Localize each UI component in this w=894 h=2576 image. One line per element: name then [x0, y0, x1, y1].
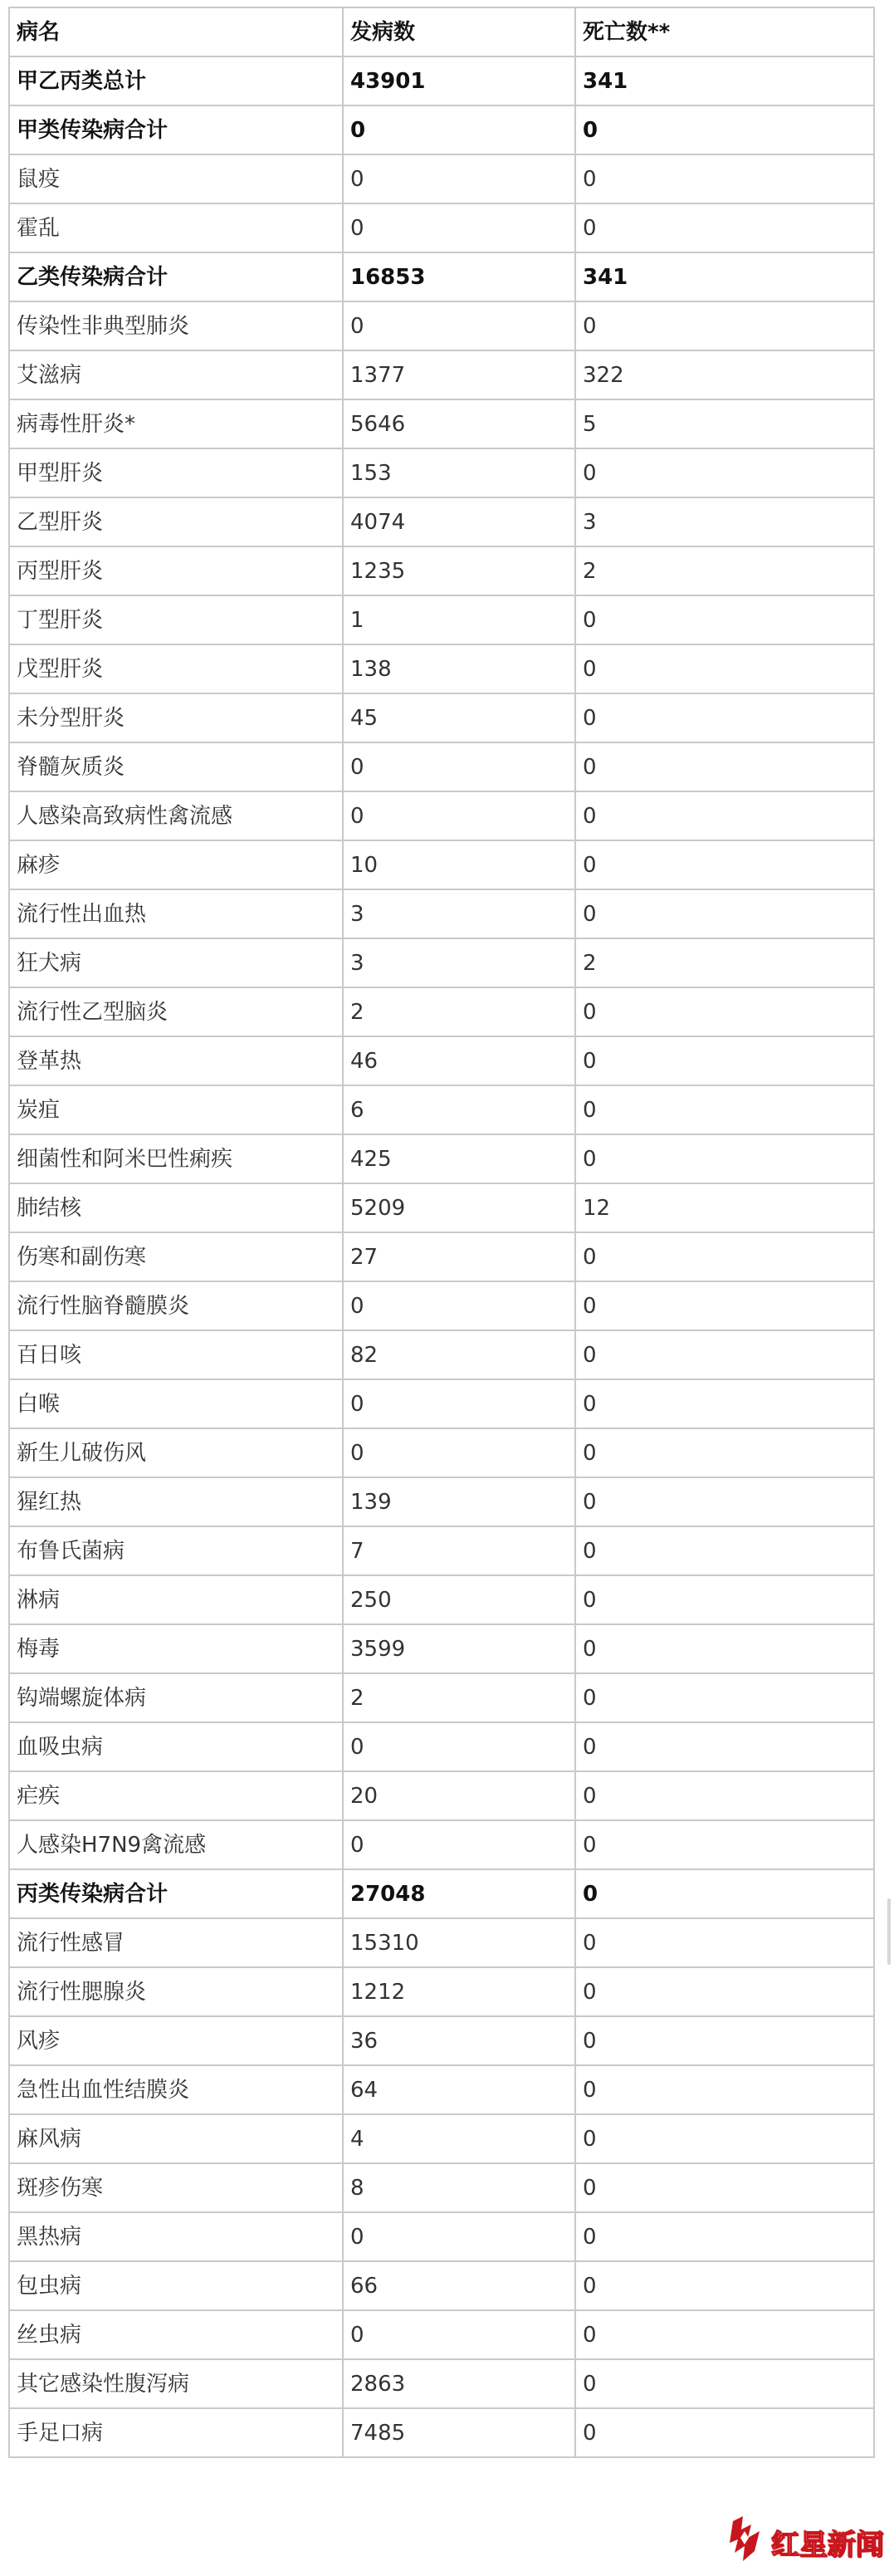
cell-disease-name: 甲型肝炎	[9, 448, 343, 497]
table-row	[9, 889, 874, 938]
table-row	[9, 840, 874, 889]
cell-disease-name: 乙型肝炎	[9, 497, 343, 546]
table-row	[9, 791, 874, 840]
cell-cases: 7485	[343, 2408, 575, 2457]
cell-disease-name: 疟疾	[9, 1771, 343, 1820]
table-row	[9, 644, 874, 693]
red-star-logo-icon	[726, 2513, 768, 2564]
cell-disease-name: 丁型肝炎	[9, 595, 343, 644]
cell-disease-name: 淋病	[9, 1575, 343, 1624]
cell-cases: 0	[343, 1722, 575, 1771]
cell-disease-name: 甲乙丙类总计	[9, 56, 343, 105]
cell-deaths: 0	[575, 448, 874, 497]
cell-deaths: 0	[575, 889, 874, 938]
table-row	[9, 595, 874, 644]
cell-deaths: 0	[575, 1869, 874, 1918]
cell-cases: 16853	[343, 252, 575, 301]
cell-cases: 3	[343, 889, 575, 938]
table-row	[9, 350, 874, 399]
cell-disease-name: 风疹	[9, 2016, 343, 2065]
cell-cases: 2	[343, 987, 575, 1036]
table-row	[9, 2310, 874, 2359]
cell-cases: 15310	[343, 1918, 575, 1967]
table-row	[9, 1085, 874, 1134]
cell-disease-name: 百日咳	[9, 1330, 343, 1379]
cell-deaths: 0	[575, 1085, 874, 1134]
table-row	[9, 1526, 874, 1575]
cell-disease-name: 未分型肝炎	[9, 693, 343, 742]
cell-deaths: 341	[575, 252, 874, 301]
cell-cases: 10	[343, 840, 575, 889]
table-row	[9, 105, 874, 154]
cell-cases: 8	[343, 2163, 575, 2212]
cell-deaths: 0	[575, 2212, 874, 2261]
cell-deaths: 0	[575, 595, 874, 644]
cell-disease-name: 白喉	[9, 1379, 343, 1428]
cell-disease-name: 丝虫病	[9, 2310, 343, 2359]
table-row	[9, 1918, 874, 1967]
table-header-row	[9, 7, 874, 56]
table-row	[9, 1428, 874, 1477]
cell-cases: 250	[343, 1575, 575, 1624]
cell-disease-name: 急性出血性结膜炎	[9, 2065, 343, 2114]
cell-disease-name: 斑疹伤寒	[9, 2163, 343, 2212]
table-row	[9, 1477, 874, 1526]
cell-disease-name: 流行性出血热	[9, 889, 343, 938]
cell-deaths: 0	[575, 105, 874, 154]
cell-disease-name: 病毒性肝炎*	[9, 399, 343, 448]
cell-cases: 2863	[343, 2359, 575, 2408]
cell-deaths: 0	[575, 1526, 874, 1575]
table-row	[9, 2114, 874, 2163]
cell-cases: 153	[343, 448, 575, 497]
cell-deaths: 0	[575, 1820, 874, 1869]
cell-deaths: 322	[575, 350, 874, 399]
cell-cases: 138	[343, 644, 575, 693]
cell-deaths: 2	[575, 546, 874, 595]
cell-deaths: 0	[575, 154, 874, 203]
cell-deaths: 0	[575, 2408, 874, 2457]
table-row	[9, 2408, 874, 2457]
cell-cases: 0	[343, 301, 575, 350]
table-row	[9, 1183, 874, 1232]
table-row	[9, 2212, 874, 2261]
cell-deaths: 0	[575, 987, 874, 1036]
cell-deaths: 0	[575, 1379, 874, 1428]
cell-disease-name: 梅毒	[9, 1624, 343, 1673]
table-row	[9, 2163, 874, 2212]
cell-cases: 0	[343, 154, 575, 203]
cell-deaths: 0	[575, 1918, 874, 1967]
cell-cases: 45	[343, 693, 575, 742]
cell-disease-name: 流行性脑脊髓膜炎	[9, 1281, 343, 1330]
table-row	[9, 399, 874, 448]
disease-statistics-table	[8, 7, 875, 2458]
cell-deaths: 0	[575, 1232, 874, 1281]
table-row	[9, 1379, 874, 1428]
table-row	[9, 742, 874, 791]
cell-disease-name: 乙类传染病合计	[9, 252, 343, 301]
table-row	[9, 1036, 874, 1085]
cell-disease-name: 戊型肝炎	[9, 644, 343, 693]
table-row	[9, 1575, 874, 1624]
cell-deaths: 0	[575, 1722, 874, 1771]
table-row	[9, 1134, 874, 1183]
cell-disease-name: 包虫病	[9, 2261, 343, 2310]
cell-cases: 2	[343, 1673, 575, 1722]
cell-deaths: 0	[575, 2016, 874, 2065]
cell-disease-name: 黑热病	[9, 2212, 343, 2261]
cell-cases: 3	[343, 938, 575, 987]
cell-disease-name: 麻风病	[9, 2114, 343, 2163]
cell-deaths: 0	[575, 2310, 874, 2359]
table-row	[9, 497, 874, 546]
cell-disease-name: 肺结核	[9, 1183, 343, 1232]
cell-cases: 0	[343, 2212, 575, 2261]
cell-cases: 0	[343, 203, 575, 252]
cell-disease-name: 脊髓灰质炎	[9, 742, 343, 791]
cell-cases: 0	[343, 1379, 575, 1428]
cell-cases: 27048	[343, 1869, 575, 1918]
table-row	[9, 1771, 874, 1820]
cell-cases: 66	[343, 2261, 575, 2310]
cell-deaths: 0	[575, 791, 874, 840]
table-row	[9, 2065, 874, 2114]
cell-disease-name: 人感染H7N9禽流感	[9, 1820, 343, 1869]
cell-deaths: 0	[575, 2261, 874, 2310]
cell-cases: 46	[343, 1036, 575, 1085]
table-row	[9, 1820, 874, 1869]
cell-disease-name: 布鲁氏菌病	[9, 1526, 343, 1575]
cell-deaths: 2	[575, 938, 874, 987]
cell-cases: 7	[343, 1526, 575, 1575]
cell-deaths: 0	[575, 1036, 874, 1085]
table-row	[9, 546, 874, 595]
cell-cases: 1212	[343, 1967, 575, 2016]
table-row	[9, 252, 874, 301]
table-row	[9, 1673, 874, 1722]
table-row	[9, 301, 874, 350]
table-row	[9, 56, 874, 105]
cell-disease-name: 登革热	[9, 1036, 343, 1085]
cell-cases: 5646	[343, 399, 575, 448]
cell-disease-name: 传染性非典型肺炎	[9, 301, 343, 350]
cell-cases: 64	[343, 2065, 575, 2114]
cell-disease-name: 血吸虫病	[9, 1722, 343, 1771]
watermark-text: 红星新闻	[771, 2529, 884, 2562]
table-row	[9, 154, 874, 203]
cell-disease-name: 流行性乙型脑炎	[9, 987, 343, 1036]
table-row	[9, 1232, 874, 1281]
table-row	[9, 1967, 874, 2016]
cell-disease-name: 霍乱	[9, 203, 343, 252]
cell-deaths: 0	[575, 1624, 874, 1673]
cell-disease-name: 炭疽	[9, 1085, 343, 1134]
cell-disease-name: 其它感染性腹泻病	[9, 2359, 343, 2408]
cell-disease-name: 手足口病	[9, 2408, 343, 2457]
cell-deaths: 3	[575, 497, 874, 546]
cell-cases: 139	[343, 1477, 575, 1526]
cell-deaths: 0	[575, 1477, 874, 1526]
cell-cases: 4	[343, 2114, 575, 2163]
table-row	[9, 1281, 874, 1330]
cell-deaths: 0	[575, 1575, 874, 1624]
cell-cases: 0	[343, 1428, 575, 1477]
cell-cases: 36	[343, 2016, 575, 2065]
table-row	[9, 1330, 874, 1379]
cell-disease-name: 新生儿破伤风	[9, 1428, 343, 1477]
cell-deaths: 12	[575, 1183, 874, 1232]
cell-disease-name: 钩端螺旋体病	[9, 1673, 343, 1722]
cell-cases: 0	[343, 105, 575, 154]
cell-deaths: 0	[575, 840, 874, 889]
cell-disease-name: 丙类传染病合计	[9, 1869, 343, 1918]
cell-deaths: 0	[575, 1428, 874, 1477]
table-row	[9, 938, 874, 987]
table-row	[9, 448, 874, 497]
cell-cases: 425	[343, 1134, 575, 1183]
header-disease-name: 病名	[9, 7, 343, 56]
table-row	[9, 987, 874, 1036]
cell-deaths: 0	[575, 742, 874, 791]
cell-disease-name: 细菌性和阿米巴性痢疾	[9, 1134, 343, 1183]
cell-deaths: 0	[575, 1673, 874, 1722]
cell-disease-name: 流行性感冒	[9, 1918, 343, 1967]
cell-cases: 0	[343, 2310, 575, 2359]
cell-deaths: 0	[575, 2114, 874, 2163]
cell-disease-name: 丙型肝炎	[9, 546, 343, 595]
cell-disease-name: 狂犬病	[9, 938, 343, 987]
cell-cases: 27	[343, 1232, 575, 1281]
cell-deaths: 0	[575, 1134, 874, 1183]
cell-disease-name: 流行性腮腺炎	[9, 1967, 343, 2016]
cell-cases: 5209	[343, 1183, 575, 1232]
cell-deaths: 5	[575, 399, 874, 448]
cell-deaths: 0	[575, 644, 874, 693]
cell-cases: 0	[343, 1820, 575, 1869]
table-row	[9, 2359, 874, 2408]
cell-cases: 0	[343, 742, 575, 791]
cell-cases: 1	[343, 595, 575, 644]
cell-cases: 1235	[343, 546, 575, 595]
table-row	[9, 1869, 874, 1918]
cell-cases: 1377	[343, 350, 575, 399]
cell-deaths: 0	[575, 693, 874, 742]
cell-deaths: 0	[575, 1281, 874, 1330]
cell-deaths: 0	[575, 1771, 874, 1820]
cell-cases: 20	[343, 1771, 575, 1820]
header-cases: 发病数	[343, 7, 575, 56]
cell-cases: 43901	[343, 56, 575, 105]
cell-deaths: 0	[575, 301, 874, 350]
cell-deaths: 0	[575, 1330, 874, 1379]
cell-cases: 6	[343, 1085, 575, 1134]
header-deaths: 死亡数**	[575, 7, 874, 56]
table-body	[9, 56, 874, 2457]
table-row	[9, 2261, 874, 2310]
cell-disease-name: 人感染高致病性禽流感	[9, 791, 343, 840]
cell-deaths: 0	[575, 2065, 874, 2114]
cell-disease-name: 伤寒和副伤寒	[9, 1232, 343, 1281]
table-row	[9, 2016, 874, 2065]
cell-disease-name: 鼠疫	[9, 154, 343, 203]
watermark	[726, 2513, 884, 2564]
scrollbar[interactable]	[887, 1898, 891, 1965]
table-row	[9, 203, 874, 252]
table-row	[9, 1722, 874, 1771]
cell-cases: 0	[343, 791, 575, 840]
cell-deaths: 0	[575, 1967, 874, 2016]
cell-cases: 3599	[343, 1624, 575, 1673]
cell-disease-name: 猩红热	[9, 1477, 343, 1526]
cell-deaths: 0	[575, 2163, 874, 2212]
table-row	[9, 1624, 874, 1673]
cell-deaths: 0	[575, 203, 874, 252]
cell-disease-name: 甲类传染病合计	[9, 105, 343, 154]
cell-cases: 82	[343, 1330, 575, 1379]
cell-disease-name: 麻疹	[9, 840, 343, 889]
cell-cases: 0	[343, 1281, 575, 1330]
cell-deaths: 0	[575, 2359, 874, 2408]
cell-deaths: 341	[575, 56, 874, 105]
cell-disease-name: 艾滋病	[9, 350, 343, 399]
cell-cases: 4074	[343, 497, 575, 546]
table-row	[9, 693, 874, 742]
